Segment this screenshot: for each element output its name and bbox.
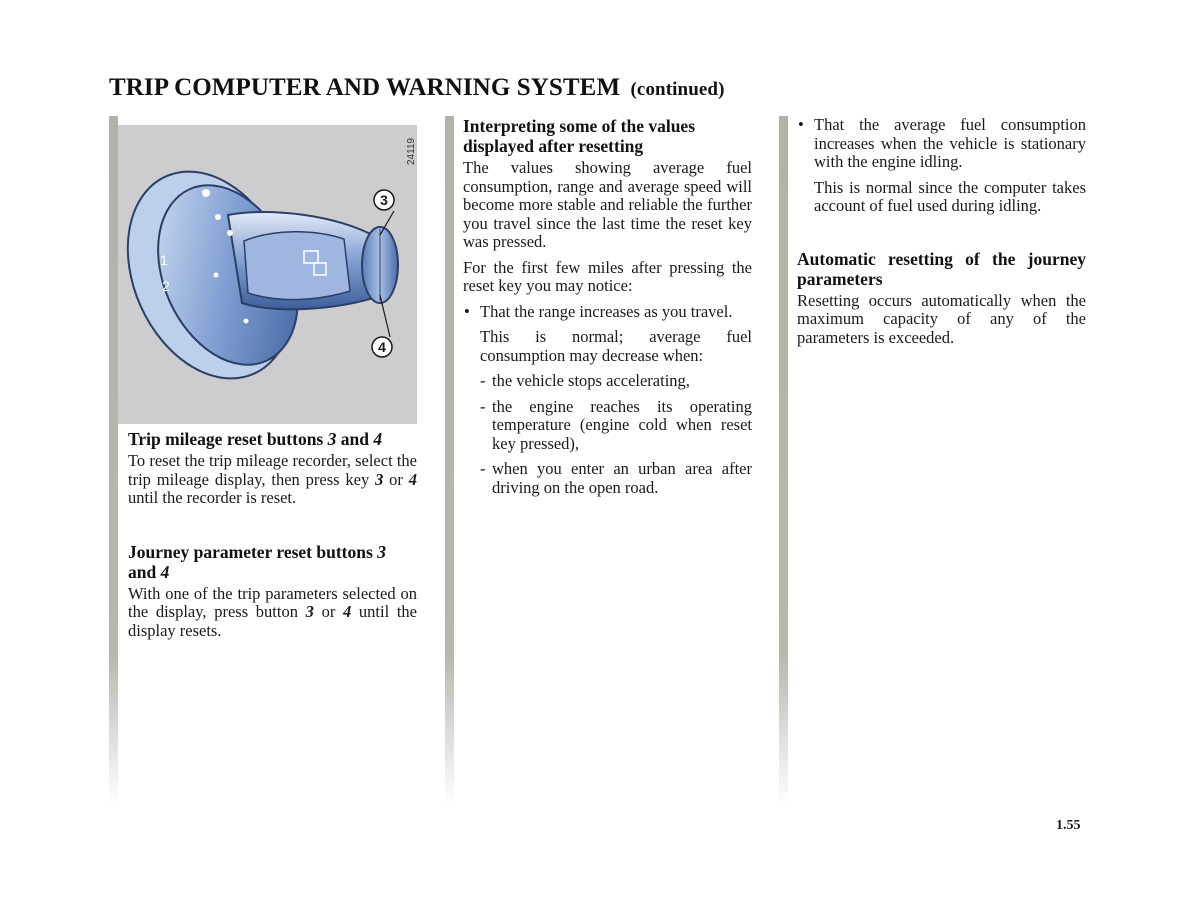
inline-or: or	[321, 602, 336, 621]
trip-reset-heading-text: Trip mileage reset buttons	[128, 429, 324, 449]
idling-note: This is normal since the computer takes account of fuel used during idling.	[814, 177, 1086, 215]
key-4-inline: 4	[342, 602, 352, 621]
dash-item	[463, 460, 752, 497]
key-4-inline: 4	[408, 469, 417, 489]
range-bullet: • That the range increases as you travel.	[463, 303, 752, 322]
wiper-stalk-illustration	[118, 125, 417, 424]
journey-reset-text-b: until the display resets.	[128, 602, 417, 640]
column-rule-left	[109, 116, 118, 806]
key-3-inline: 3	[305, 602, 314, 621]
key-3-ref: 3	[327, 429, 337, 449]
page-number: 1.55	[1056, 818, 1081, 833]
journey-reset-paragraph	[128, 585, 417, 641]
heading-and: and	[340, 429, 369, 449]
page-title	[109, 74, 725, 102]
dash-item-text: the vehicle stops accelerating,	[492, 371, 690, 390]
inline-or: or	[389, 469, 403, 489]
trip-reset-text-b: until the recorder is reset.	[128, 488, 297, 507]
first-miles-paragraph: For the first few miles after pressing the reset key you may notice:	[463, 257, 752, 295]
page-title-suffix: (continued)	[630, 79, 725, 100]
auto-reset-paragraph: Resetting occurs automatically when the maximum capacity of any of the parameters is exceeded.	[797, 290, 1086, 347]
normal-note: This is normal; average fuel consumption may decrease when:	[480, 327, 752, 365]
trip-reset-heading	[128, 429, 417, 449]
dash-item	[463, 398, 752, 454]
dash-mark: -	[480, 371, 486, 390]
key-4-ref: 4	[160, 561, 170, 582]
key-4-ref: 4	[373, 429, 383, 449]
idling-bullet: • That the average fuel consumption increases when the vehicle is stationary with the engine idling.	[797, 116, 1086, 172]
dash-item-text: the engine reaches its operating temperature (engine cold when reset key pressed),	[492, 396, 752, 453]
dash-item	[463, 372, 752, 391]
interpreting-heading: Interpreting some of the values displayed after resetting	[463, 116, 696, 156]
left-column	[128, 429, 417, 647]
dash-mark: -	[480, 459, 486, 478]
dial-label-2: 2	[162, 278, 170, 294]
key-3-ref: 3	[377, 541, 386, 562]
page-title-text: TRIP COMPUTER AND WARNING SYSTEM	[109, 74, 621, 101]
image-code: 24119	[406, 137, 417, 165]
middle-column	[463, 116, 752, 504]
auto-reset-heading: Automatic resetting of the journey parameters	[797, 248, 1086, 289]
callout-4-label: 4	[378, 339, 386, 355]
dash-mark: -	[480, 396, 486, 416]
callout-3-label: 3	[380, 192, 388, 208]
wiper-stalk-drawing	[118, 125, 417, 424]
dash-item-text: when you enter an urban area after driving on the open road.	[492, 459, 752, 497]
trip-reset-paragraph	[128, 452, 417, 508]
journey-reset-heading	[128, 542, 417, 582]
dial-label-1: 1	[160, 252, 168, 268]
key-3-inline: 3	[375, 469, 384, 489]
trip-reset-text-a: To reset the trip mileage recorder, select the trip mileage display, then press key	[128, 451, 417, 489]
journey-reset-heading-text: Journey parameter reset buttons	[128, 541, 373, 562]
right-column	[797, 116, 1086, 354]
column-rule-middle	[445, 116, 454, 806]
column-rule-right	[779, 116, 788, 806]
interpreting-paragraph: The values showing average fuel consumption, range and average speed will become more stable and reliable the further you travel since the last time the reset key was pressed.	[463, 158, 752, 251]
heading-and: and	[128, 561, 157, 582]
journey-reset-text-a: With one of the trip parameters selected on the display, press button	[128, 583, 417, 621]
